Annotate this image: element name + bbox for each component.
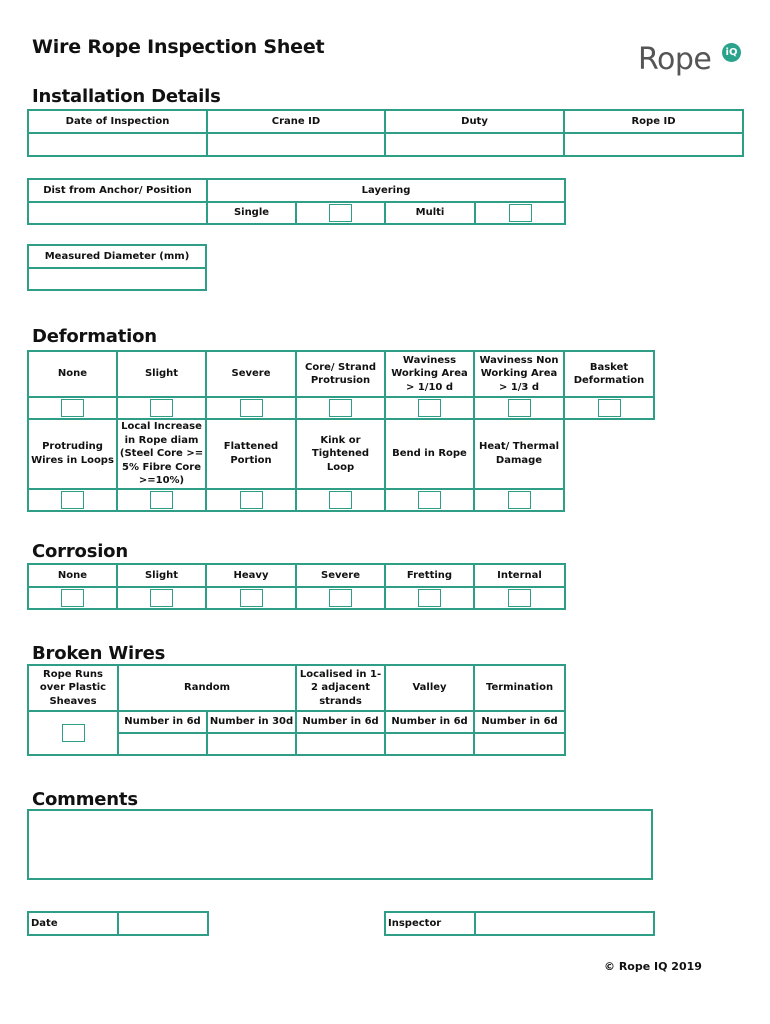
- protruding-wires-checkbox[interactable]: [61, 491, 84, 509]
- installation-table: [27, 109, 744, 157]
- rope-id-header: Rope ID: [564, 110, 743, 133]
- cell: [28, 587, 117, 609]
- protruding-wires-label: Protruding Wires in Loops: [28, 419, 117, 489]
- basket-deformation-checkbox[interactable]: [598, 399, 621, 417]
- date-table: [27, 911, 209, 936]
- heat-thermal-label: Heat/ Thermal Damage: [474, 419, 564, 489]
- date-field[interactable]: [118, 912, 208, 935]
- corrosion-slight-label: Slight: [117, 564, 206, 587]
- random-30d-field[interactable]: [207, 733, 296, 755]
- deformation-none-checkbox[interactable]: [61, 399, 84, 417]
- diameter-table: [27, 244, 207, 291]
- valley-6d-label: Number in 6d: [385, 711, 474, 733]
- comments-heading: Comments: [32, 789, 138, 810]
- cell: [296, 587, 385, 609]
- cell: [474, 397, 564, 419]
- random-label: Random: [118, 665, 296, 711]
- rope-id-field[interactable]: [564, 133, 743, 156]
- corrosion-none-label: None: [28, 564, 117, 587]
- kink-label: Kink or Tightened Loop: [296, 419, 385, 489]
- random-6d-label: Number in 6d: [118, 711, 207, 733]
- corrosion-fretting-label: Fretting: [385, 564, 474, 587]
- cell: [564, 397, 654, 419]
- cell: [206, 587, 296, 609]
- corrosion-heavy-label: Heavy: [206, 564, 296, 587]
- duty-field[interactable]: [385, 133, 564, 156]
- cell: [206, 489, 296, 511]
- flattened-portion-label: Flattened Portion: [206, 419, 296, 489]
- local-increase-checkbox[interactable]: [150, 491, 173, 509]
- date-label: Date: [28, 912, 118, 935]
- localised-label: Localised in 1-2 adjacent strands: [296, 665, 385, 711]
- empty-cell: [564, 489, 654, 511]
- inspector-field[interactable]: [475, 912, 654, 935]
- single-label: Single: [207, 202, 296, 224]
- bend-in-rope-checkbox[interactable]: [418, 491, 441, 509]
- cell: [28, 711, 118, 755]
- core-strand-protrusion-checkbox[interactable]: [329, 399, 352, 417]
- dist-from-anchor-header: Dist from Anchor/ Position: [28, 179, 207, 202]
- single-checkbox-cell: [296, 202, 385, 224]
- valley-6d-field[interactable]: [385, 733, 474, 755]
- kink-checkbox[interactable]: [329, 491, 352, 509]
- crane-id-field[interactable]: [207, 133, 385, 156]
- random-6d-field[interactable]: [118, 733, 207, 755]
- plastic-sheaves-checkbox[interactable]: [62, 724, 85, 742]
- single-checkbox[interactable]: [329, 204, 352, 222]
- dist-from-anchor-field[interactable]: [28, 202, 207, 224]
- page-title: Wire Rope Inspection Sheet: [32, 36, 325, 58]
- deformation-table: [27, 350, 655, 512]
- localised-6d-label: Number in 6d: [296, 711, 385, 733]
- date-of-inspection-header: Date of Inspection: [28, 110, 207, 133]
- deformation-none-label: None: [28, 351, 117, 397]
- bend-in-rope-label: Bend in Rope: [385, 419, 474, 489]
- waviness-non-working-label: Waviness Non Working Area > 1/3 d: [474, 351, 564, 397]
- corrosion-severe-label: Severe: [296, 564, 385, 587]
- cell: [296, 397, 385, 419]
- localised-6d-field[interactable]: [296, 733, 385, 755]
- broken-wires-table: [27, 664, 566, 756]
- cell: [296, 489, 385, 511]
- waviness-working-checkbox[interactable]: [418, 399, 441, 417]
- cell: [28, 489, 117, 511]
- cell: [474, 587, 565, 609]
- deformation-slight-label: Slight: [117, 351, 206, 397]
- flattened-portion-checkbox[interactable]: [240, 491, 263, 509]
- broken-wires-heading: Broken Wires: [32, 643, 166, 664]
- measured-diameter-header: Measured Diameter (mm): [28, 245, 206, 268]
- empty-cell: [564, 419, 654, 489]
- date-of-inspection-field[interactable]: [28, 133, 207, 156]
- valley-label: Valley: [385, 665, 474, 711]
- cell: [117, 587, 206, 609]
- duty-header: Duty: [385, 110, 564, 133]
- cell: [117, 397, 206, 419]
- rope-iq-logo: [638, 42, 744, 78]
- core-strand-protrusion-label: Core/ Strand Protrusion: [296, 351, 385, 397]
- deformation-severe-checkbox[interactable]: [240, 399, 263, 417]
- crane-id-header: Crane ID: [207, 110, 385, 133]
- comments-field[interactable]: [28, 810, 652, 879]
- inspector-table: [384, 911, 655, 936]
- inspector-label: Inspector: [385, 912, 475, 935]
- logo-word: Rope: [638, 42, 712, 77]
- termination-6d-label: Number in 6d: [474, 711, 565, 733]
- position-layering-table: [27, 178, 566, 225]
- plastic-sheaves-label: Rope Runs over Plastic Sheaves: [28, 665, 118, 711]
- cell: [385, 397, 474, 419]
- deformation-heading: Deformation: [32, 326, 157, 347]
- corrosion-severe-checkbox[interactable]: [329, 589, 352, 607]
- corrosion-fretting-checkbox[interactable]: [418, 589, 441, 607]
- random-30d-label: Number in 30d: [207, 711, 296, 733]
- corrosion-table: [27, 563, 566, 610]
- local-increase-label: Local Increase in Rope diam (Steel Core >= 5% Fibre Core >=10%): [117, 419, 206, 489]
- waviness-non-working-checkbox[interactable]: [508, 399, 531, 417]
- corrosion-none-checkbox[interactable]: [61, 589, 84, 607]
- cell: [385, 587, 474, 609]
- layering-header: Layering: [207, 179, 565, 202]
- deformation-severe-label: Severe: [206, 351, 296, 397]
- deformation-slight-checkbox[interactable]: [150, 399, 173, 417]
- multi-checkbox[interactable]: [509, 204, 532, 222]
- cell: [117, 489, 206, 511]
- multi-checkbox-cell: [475, 202, 565, 224]
- waviness-working-label: Waviness Working Area > 1/10 d: [385, 351, 474, 397]
- measured-diameter-field[interactable]: [28, 268, 206, 290]
- cell: [28, 397, 117, 419]
- basket-deformation-label: Basket Deformation: [564, 351, 654, 397]
- corrosion-internal-checkbox[interactable]: [508, 589, 531, 607]
- corrosion-slight-checkbox[interactable]: [150, 589, 173, 607]
- multi-label: Multi: [385, 202, 475, 224]
- copyright-footer: © Rope IQ 2019: [604, 960, 702, 973]
- termination-label: Termination: [474, 665, 565, 711]
- comments-table: [27, 809, 653, 880]
- corrosion-internal-label: Internal: [474, 564, 565, 587]
- termination-6d-field[interactable]: [474, 733, 565, 755]
- cell: [385, 489, 474, 511]
- heat-thermal-checkbox[interactable]: [508, 491, 531, 509]
- corrosion-heavy-checkbox[interactable]: [240, 589, 263, 607]
- corrosion-heading: Corrosion: [32, 541, 128, 562]
- logo-badge: iQ: [722, 43, 741, 62]
- cell: [474, 489, 564, 511]
- cell: [206, 397, 296, 419]
- installation-heading: Installation Details: [32, 86, 221, 107]
